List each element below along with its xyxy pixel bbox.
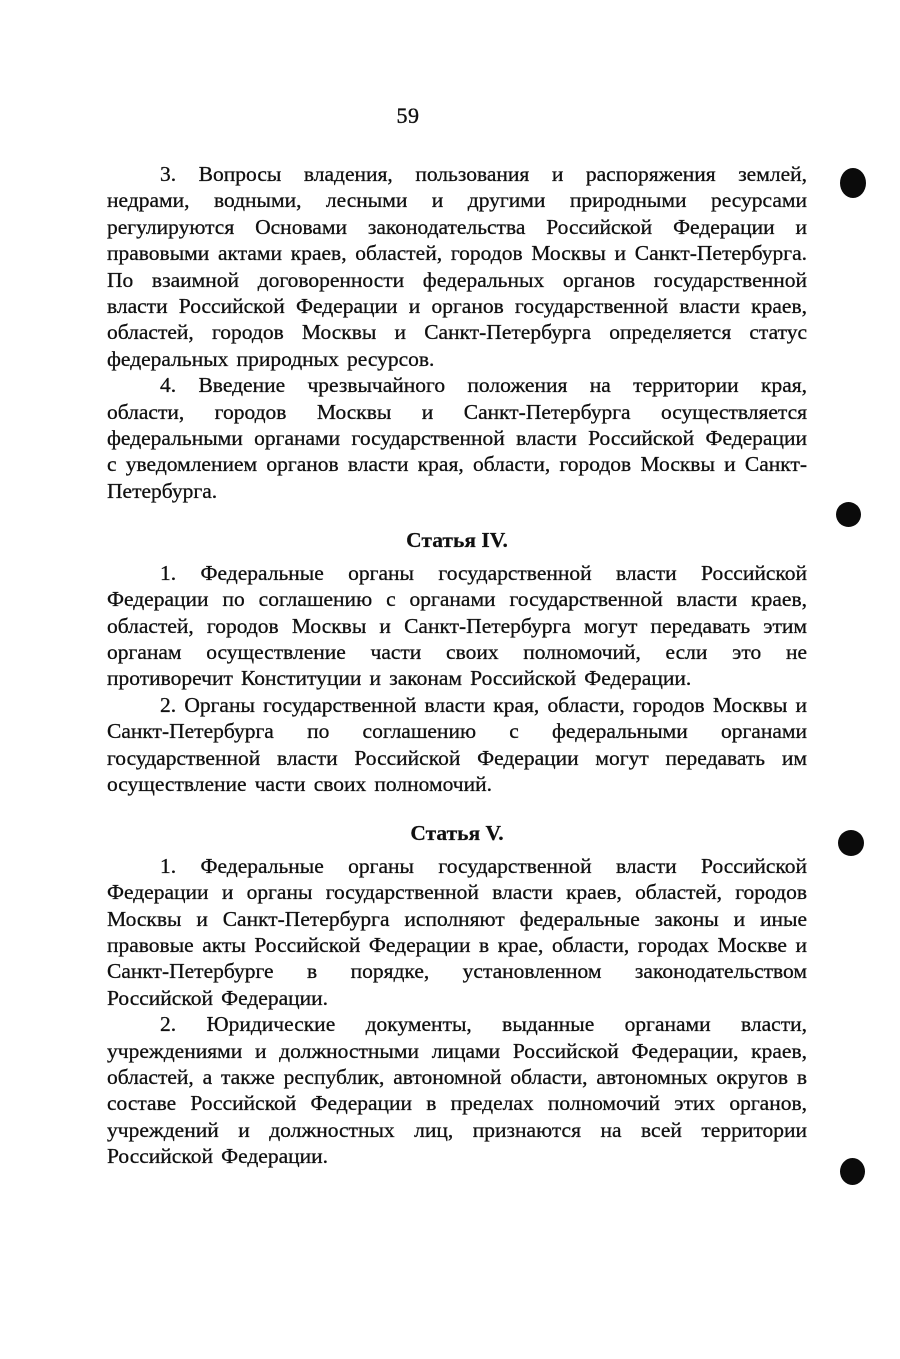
punch-hole-dot	[836, 502, 861, 527]
paragraph-v-2-legal-documents-recognition: 2. Юридические документы, выданные органами власти, учреждениями и должностными лицами Российской Федерации, краев, областей, а также республик, автономной области, автономных округов в составе Российской Федерации в пределах полномочий этих органов, учреждений и должностных лиц, признаются на всей территории Российской Федерации.	[107, 1012, 807, 1169]
paragraph-4-state-of-emergency: 4. Введение чрезвычайного положения на территории края, области, городов Москвы и Санкт-Петербурга осуществляется федеральными органами государственной власти Российской Федерации с уведомлением органов власти края, области, городов Москвы и Санкт-Петербурга.	[107, 373, 807, 503]
punch-hole-dot	[840, 1158, 865, 1185]
punch-hole-dot	[838, 830, 864, 856]
paragraph-3-land-resources: 3. Вопросы владения, пользования и распоряжения землей, недрами, водными, лесными и другими природными ресурсами регулируются Основами законодательства Российской Федерации и правовыми актами краев, областей, городов Москвы и Санкт-Петербурга. По взаимной договоренности федеральных органов государственной власти Российской Федерации и органов государственной власти краев, областей, городов Москвы и Санкт-Петербурга определяется статус федеральных природных ресурсов.	[107, 162, 807, 371]
paragraph-iv-2-regional-delegation: 2. Органы государственной власти края, области, городов Москвы и Санкт-Петербурга по соглашению с федеральными органами государственной власти Российской Федерации могут передавать им осуществление части своих полномочий.	[107, 692, 807, 796]
paragraph-iv-1-federal-delegation: 1. Федеральные органы государственной власти Российской Федерации по соглашению с органами государственной власти краев, областей, городов Москвы и Санкт-Петербурга могут передавать этим органам осуществление части своих полномочий, если это не противоречит Конституции и законам Российской Федерации.	[107, 560, 807, 691]
paragraph-v-1-federal-laws-execution: 1. Федеральные органы государственной власти Российской Федерации и органы государственной власти краев, областей, городов Москвы и Санкт-Петербурга исполняют федеральные законы и иные правовые акты Российской Федерации в крае, области, городах Москве и Санкт-Петербурге в порядке, установленном законодательством Российской Федерации.	[107, 853, 807, 1010]
page-number: 59	[396, 103, 420, 128]
heading-article-iv: Статья IV.	[406, 528, 508, 553]
punch-hole-dot	[840, 168, 866, 198]
heading-article-v: Статья V.	[410, 821, 504, 846]
text-column	[107, 0, 807, 1170]
